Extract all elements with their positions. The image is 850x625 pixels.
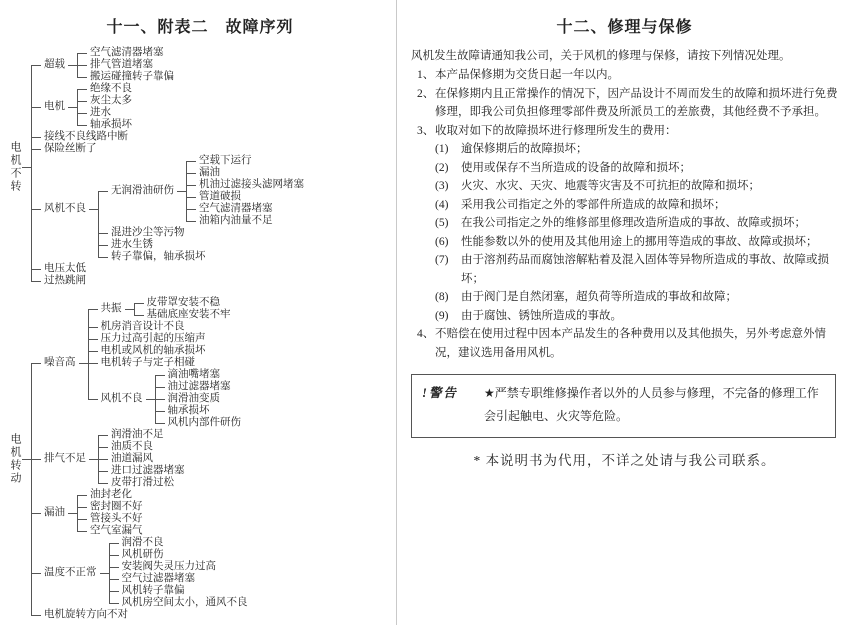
tree-node xyxy=(41,263,89,275)
tree-node-label: 油箱内油量不足 xyxy=(199,215,273,226)
warranty-subitem-number: (4) xyxy=(435,198,449,211)
tree-node-label: 风机不良 xyxy=(100,393,143,404)
tree-branch xyxy=(31,143,307,155)
warning-label: !警告 xyxy=(422,386,458,400)
tree-branch xyxy=(77,489,146,501)
tree-branch xyxy=(77,83,135,95)
warning-text: ★严禁专职维修操作者以外的人员参与修理，不完备的修理工作会引起触电、火灾等危险。 xyxy=(484,386,819,423)
tree-node-label: 皮带罩安装不稳 xyxy=(146,297,220,308)
warranty-subitem xyxy=(435,214,838,233)
tree-node xyxy=(41,83,135,131)
tree-node xyxy=(41,489,146,537)
tree-branch xyxy=(155,369,245,381)
tree-branch xyxy=(186,179,307,191)
tree-branch xyxy=(98,441,188,453)
tree-connector-line xyxy=(22,167,31,168)
tree-node-label: 电机转子与定子相碰 xyxy=(100,357,195,368)
tree-node-label: 风机内部件研伤 xyxy=(167,417,241,428)
tree-branch xyxy=(186,155,307,167)
warranty-item-number: 3、 xyxy=(417,124,435,137)
tree-branch xyxy=(88,369,245,429)
warranty-item-number: 1、 xyxy=(417,69,435,81)
warranty-item-text: 不赔偿在使用过程中因本产品发生的各种费用以及其他损失，另外考虑意外情况，建议选用备用风机。 xyxy=(435,328,826,359)
tree-node xyxy=(41,297,244,429)
warranty-item-text: 在保修期内且正常操作的情况下，因产品设计不周而发生的故障和损坏进行免费修理，即我公司负担修理零部件费及所派员工的差旅费，其他经费不予承担。 xyxy=(435,87,838,118)
tree-node xyxy=(87,119,135,131)
tree-branch xyxy=(98,453,188,465)
tree-branch xyxy=(77,501,146,513)
tree-node-label: 轴承损坏 xyxy=(167,405,210,416)
tree-node-label: 润滑油变质 xyxy=(167,393,220,404)
tree-branch xyxy=(88,345,245,357)
warranty-item xyxy=(411,325,838,362)
tree-node xyxy=(108,251,209,263)
tree-node xyxy=(41,155,307,263)
tree-node-label: 风机房空间太小，通风不良 xyxy=(121,597,248,608)
tree-branch xyxy=(31,609,251,621)
tree-root-label: 电机转动 xyxy=(9,433,21,485)
tree-connector-line xyxy=(89,209,98,210)
tree-node-label: 机油过滤接头滤网堵塞 xyxy=(199,179,304,190)
tree-children xyxy=(31,297,251,621)
tree-node xyxy=(87,513,146,525)
warranty-item xyxy=(411,122,838,326)
tree-node xyxy=(108,429,167,441)
tree-node-label: 油道漏风 xyxy=(111,453,153,464)
tree-connector-line xyxy=(125,309,134,310)
warranty-subitem xyxy=(435,251,838,288)
tree-branch xyxy=(77,513,146,525)
tree-node xyxy=(41,537,251,609)
warranty-subitem xyxy=(435,307,838,326)
tree-node-label: 温度不正常 xyxy=(44,567,97,578)
tree-connector-line xyxy=(68,65,77,66)
tree-node xyxy=(108,239,156,251)
warranty-item-text: 收取对如下的故障损坏进行修理所发生的费用： xyxy=(435,124,677,137)
tree-branch xyxy=(77,119,135,131)
tree-node-label: 压力过高引起的压缩声 xyxy=(100,333,206,344)
tree-node xyxy=(108,465,188,477)
warranty-subitem-text: 逾保修期后的故障损坏； xyxy=(461,143,588,155)
tree-branch xyxy=(109,585,251,597)
tree-connector-line xyxy=(89,459,98,460)
tree-node xyxy=(87,71,177,83)
tree-node-label: 过热跳闸 xyxy=(44,275,86,286)
tree-node-label: 空气滤清器堵塞 xyxy=(90,47,164,58)
tree-children xyxy=(186,155,307,227)
warranty-subitem-text: 由于腐蚀、锈蚀所造成的事故。 xyxy=(461,309,622,322)
tree-branch xyxy=(88,333,245,345)
warranty-item-row xyxy=(417,66,838,85)
tree-connector-line xyxy=(79,363,88,364)
tree-node-label: 基础底座安装不牢 xyxy=(146,309,231,320)
tree-node xyxy=(8,297,394,621)
warranty-subitem-text: 火灾、水灾、天灾、地震等灾害及不可抗拒的故障和损坏； xyxy=(461,180,760,192)
tree-connector-line xyxy=(146,399,155,400)
tree-node-label: 灰尘太多 xyxy=(90,95,132,106)
tree-node xyxy=(144,309,234,321)
tree-node-label: 转子靠偏，轴承损坏 xyxy=(111,251,206,262)
tree-connector-line xyxy=(68,513,77,514)
tree-children xyxy=(31,47,307,287)
tree-children xyxy=(77,83,135,131)
tree-node-label: 接线不良线路中断 xyxy=(44,131,128,142)
tree-branch xyxy=(98,251,307,263)
tree-node-label: 排气不足 xyxy=(44,453,86,464)
tree-branch xyxy=(98,239,307,251)
tree-children xyxy=(109,537,251,609)
warranty-item-text: 本产品保修期为交货日起一年以内。 xyxy=(435,69,619,81)
tree-node xyxy=(87,83,135,95)
tree-node xyxy=(119,561,220,573)
tree-branch xyxy=(134,309,234,321)
tree-branch xyxy=(134,297,234,309)
tree-node xyxy=(196,191,244,203)
tree-node-label: 风机不良 xyxy=(44,203,86,214)
warranty-item-number: 2、 xyxy=(417,87,435,100)
tree-node xyxy=(119,597,251,609)
tree-node-label: 安装阀失灵压力过高 xyxy=(121,561,216,572)
tree-node-label: 电机或风机的轴承损坏 xyxy=(100,345,206,356)
tree-connector-line xyxy=(68,107,77,108)
tree-node xyxy=(98,369,245,429)
tree-root-label: 电机不转 xyxy=(9,141,21,193)
tree-branch xyxy=(186,191,307,203)
tree-node xyxy=(8,47,394,287)
tree-branch xyxy=(31,47,307,83)
warranty-item-row xyxy=(417,122,838,141)
tree-branch xyxy=(98,465,188,477)
tree-node-label: 搬运碰撞转子靠偏 xyxy=(90,71,174,82)
tree-branch xyxy=(98,155,307,227)
tree-branch xyxy=(186,215,307,227)
warranty-subitem-text: 采用我公司指定之外的零部件所造成的故障和损坏； xyxy=(461,198,726,211)
warranty-subitem-number: (1) xyxy=(435,143,449,155)
tree-node-label: 滴油嘴堵塞 xyxy=(167,369,220,380)
tree-node xyxy=(119,573,199,585)
tree-node-label: 密封圈不好 xyxy=(90,501,143,512)
tree-branch xyxy=(98,477,188,489)
tree-node xyxy=(41,143,100,155)
tree-branch xyxy=(109,561,251,573)
tree-node-label: 保险丝断了 xyxy=(44,143,97,154)
warranty-item xyxy=(411,85,838,122)
footnote: * 本说明书为代用，不详之处请与我公司联系。 xyxy=(473,453,776,468)
tree-node-label: 电压太低 xyxy=(44,263,86,274)
tree-branch xyxy=(109,537,251,549)
tree-node xyxy=(41,275,89,287)
tree-branch xyxy=(31,429,251,489)
tree-node xyxy=(196,203,276,215)
tree-node-label: 管道破损 xyxy=(199,191,241,202)
tree-node xyxy=(196,215,276,227)
tree-node xyxy=(87,501,146,513)
tree-node xyxy=(41,609,131,621)
fault-tree-motor-turning xyxy=(8,297,394,621)
tree-node-label: 超载 xyxy=(44,59,65,70)
left-page-title: 十一、附表二 故障序列 xyxy=(106,19,294,36)
tree-branch xyxy=(77,47,177,59)
tree-node-label: 空气过滤器堵塞 xyxy=(121,573,195,584)
tree-branch xyxy=(31,297,251,429)
tree-branch xyxy=(98,429,188,441)
tree-branch xyxy=(31,83,307,131)
right-page-title: 十二、修理与保修 xyxy=(556,19,693,36)
tree-branch xyxy=(186,203,307,215)
tree-node-label: 油质不良 xyxy=(111,441,153,452)
tree-node xyxy=(196,179,307,191)
tree-branch xyxy=(98,227,307,239)
tree-node xyxy=(119,537,167,549)
tree-node-label: 空气室漏气 xyxy=(90,525,143,536)
tree-node-label: 漏油 xyxy=(199,167,220,178)
tree-node-label: 进水 xyxy=(90,107,111,118)
tree-node-label: 润滑不良 xyxy=(121,537,164,548)
tree-node-label: 皮带打滑过松 xyxy=(111,477,174,488)
tree-branch xyxy=(88,297,245,321)
tree-branch xyxy=(155,393,245,405)
warranty-subitem xyxy=(435,159,838,178)
tree-node xyxy=(196,167,223,179)
tree-node-label: 空气滤清器堵塞 xyxy=(199,203,273,214)
tree-node xyxy=(165,369,224,381)
tree-node-label: 风机研伤 xyxy=(121,549,164,560)
tree-branch xyxy=(155,381,245,393)
tree-node xyxy=(98,321,188,333)
warranty-subitem-number: (7) xyxy=(435,254,449,266)
tree-node-label: 风机转子靠偏 xyxy=(121,585,185,596)
tree-branch xyxy=(31,489,251,537)
warranty-subitem-number: (8) xyxy=(435,291,449,303)
tree-node xyxy=(98,297,234,321)
tree-node xyxy=(41,131,131,143)
warranty-item-row xyxy=(417,325,838,362)
tree-connector-line xyxy=(22,459,31,460)
tree-node xyxy=(119,585,188,597)
tree-node xyxy=(108,227,188,239)
tree-branch xyxy=(109,573,251,585)
tree-branch xyxy=(155,405,245,417)
tree-children xyxy=(98,155,307,263)
tree-node xyxy=(87,489,135,501)
warranty-subitem-number: (3) xyxy=(435,180,449,192)
tree-branch xyxy=(155,417,245,429)
tree-node-label: 润滑油不足 xyxy=(111,429,164,440)
warranty-subitem xyxy=(435,177,838,196)
tree-branch xyxy=(31,131,307,143)
tree-branch xyxy=(77,107,135,119)
tree-branch xyxy=(77,71,177,83)
tree-node-label: 空载下运行 xyxy=(199,155,252,166)
tree-node-label: 混进沙尘等污物 xyxy=(111,227,185,238)
tree-node xyxy=(98,333,209,345)
fault-tree-motor-not-turning xyxy=(8,47,394,287)
tree-node xyxy=(165,393,224,405)
warranty-item-number: 4、 xyxy=(417,328,435,340)
warranty-list xyxy=(411,66,838,362)
tree-node xyxy=(87,59,156,71)
right-page xyxy=(397,0,850,625)
tree-branch xyxy=(186,167,307,179)
warning-box xyxy=(411,374,836,438)
tree-node xyxy=(108,441,156,453)
tree-node-label: 漏油 xyxy=(44,507,65,518)
tree-node xyxy=(87,47,167,59)
warranty-item-row xyxy=(417,85,838,122)
tree-node xyxy=(108,477,177,489)
tree-branch xyxy=(77,95,135,107)
tree-node-label: 无润滑油研伤 xyxy=(111,185,174,196)
tree-node xyxy=(98,345,209,357)
tree-children xyxy=(88,297,245,429)
warranty-subitem-number: (6) xyxy=(435,235,449,248)
warranty-subitem xyxy=(435,288,838,307)
tree-branch xyxy=(31,537,251,609)
warranty-subitem-text: 性能参数以外的使用及其他用途上的挪用等造成的事故、故障或损坏； xyxy=(461,235,818,248)
tree-node xyxy=(144,297,224,309)
warranty-subitem-number: (9) xyxy=(435,309,449,322)
warranty-subitem-text: 由于溶剂药品而腐蚀溶解粘着及混入固体等异物所造成的事故、故障或损坏； xyxy=(461,254,829,285)
warranty-item xyxy=(411,66,838,85)
tree-branch xyxy=(88,321,245,333)
tree-children xyxy=(98,429,188,489)
tree-branch xyxy=(77,59,177,71)
tree-branch xyxy=(109,597,251,609)
warranty-subitem xyxy=(435,196,838,215)
tree-node-label: 绝缘不良 xyxy=(90,83,132,94)
warranty-subitem-number: (2) xyxy=(435,161,449,174)
tree-node-label: 管接头不好 xyxy=(90,513,143,524)
tree-node-label: 机房消音设计不良 xyxy=(100,321,185,332)
tree-node-label: 电机旋转方向不对 xyxy=(44,609,128,620)
tree-node xyxy=(165,417,245,429)
tree-branch xyxy=(77,525,146,537)
tree-node xyxy=(87,95,135,107)
tree-node-label: 进口过滤器堵塞 xyxy=(111,465,185,476)
tree-node-label: 共振 xyxy=(100,303,122,314)
tree-node xyxy=(87,525,146,537)
tree-branch xyxy=(31,275,307,287)
tree-node xyxy=(98,357,199,369)
tree-node xyxy=(165,405,213,417)
tree-node xyxy=(119,549,167,561)
intro-paragraph: 风机发生故障请通知我公司，关于风机的修理与保修，请按下列情况处理。 xyxy=(411,50,791,62)
warranty-subitem-text: 由于阀门是自然闭塞，超负荷等所造成的事故和故障； xyxy=(461,291,737,303)
warranty-subitem-number: (5) xyxy=(435,217,449,229)
tree-children xyxy=(134,297,234,321)
tree-node-label: 排气管道堵塞 xyxy=(90,59,153,70)
tree-branch xyxy=(31,263,307,275)
left-page xyxy=(0,0,397,625)
tree-node-label: 噪音高 xyxy=(44,357,76,368)
tree-node-label: 进水生锈 xyxy=(111,239,153,250)
tree-connector-line xyxy=(177,191,186,192)
warranty-subitem-text: 在我公司指定之外的维修部里修理改造所造成的事故、故障或损坏； xyxy=(461,217,806,229)
tree-node xyxy=(108,453,156,465)
tree-node xyxy=(196,155,255,167)
warranty-subitem-text: 使用或保存不当所造成的设备的故障和损坏； xyxy=(461,161,691,174)
tree-connector-line xyxy=(100,573,109,574)
tree-children xyxy=(77,489,146,537)
tree-node-label: 轴承损坏 xyxy=(90,119,132,130)
warranty-subitem xyxy=(435,140,838,159)
tree-node-label: 电机 xyxy=(44,101,65,112)
tree-node xyxy=(41,47,177,83)
tree-branch xyxy=(109,549,251,561)
warranty-subitems xyxy=(435,140,838,325)
tree-branch xyxy=(88,357,245,369)
warranty-subitem xyxy=(435,233,838,252)
tree-node-label: 油过滤器堵塞 xyxy=(167,381,231,392)
tree-children xyxy=(155,369,245,429)
tree-node-label: 油封老化 xyxy=(90,489,132,500)
tree-node xyxy=(165,381,234,393)
tree-branch xyxy=(31,155,307,263)
tree-node xyxy=(108,155,307,227)
tree-node xyxy=(87,107,114,119)
tree-node xyxy=(41,429,188,489)
tree-children xyxy=(77,47,177,83)
